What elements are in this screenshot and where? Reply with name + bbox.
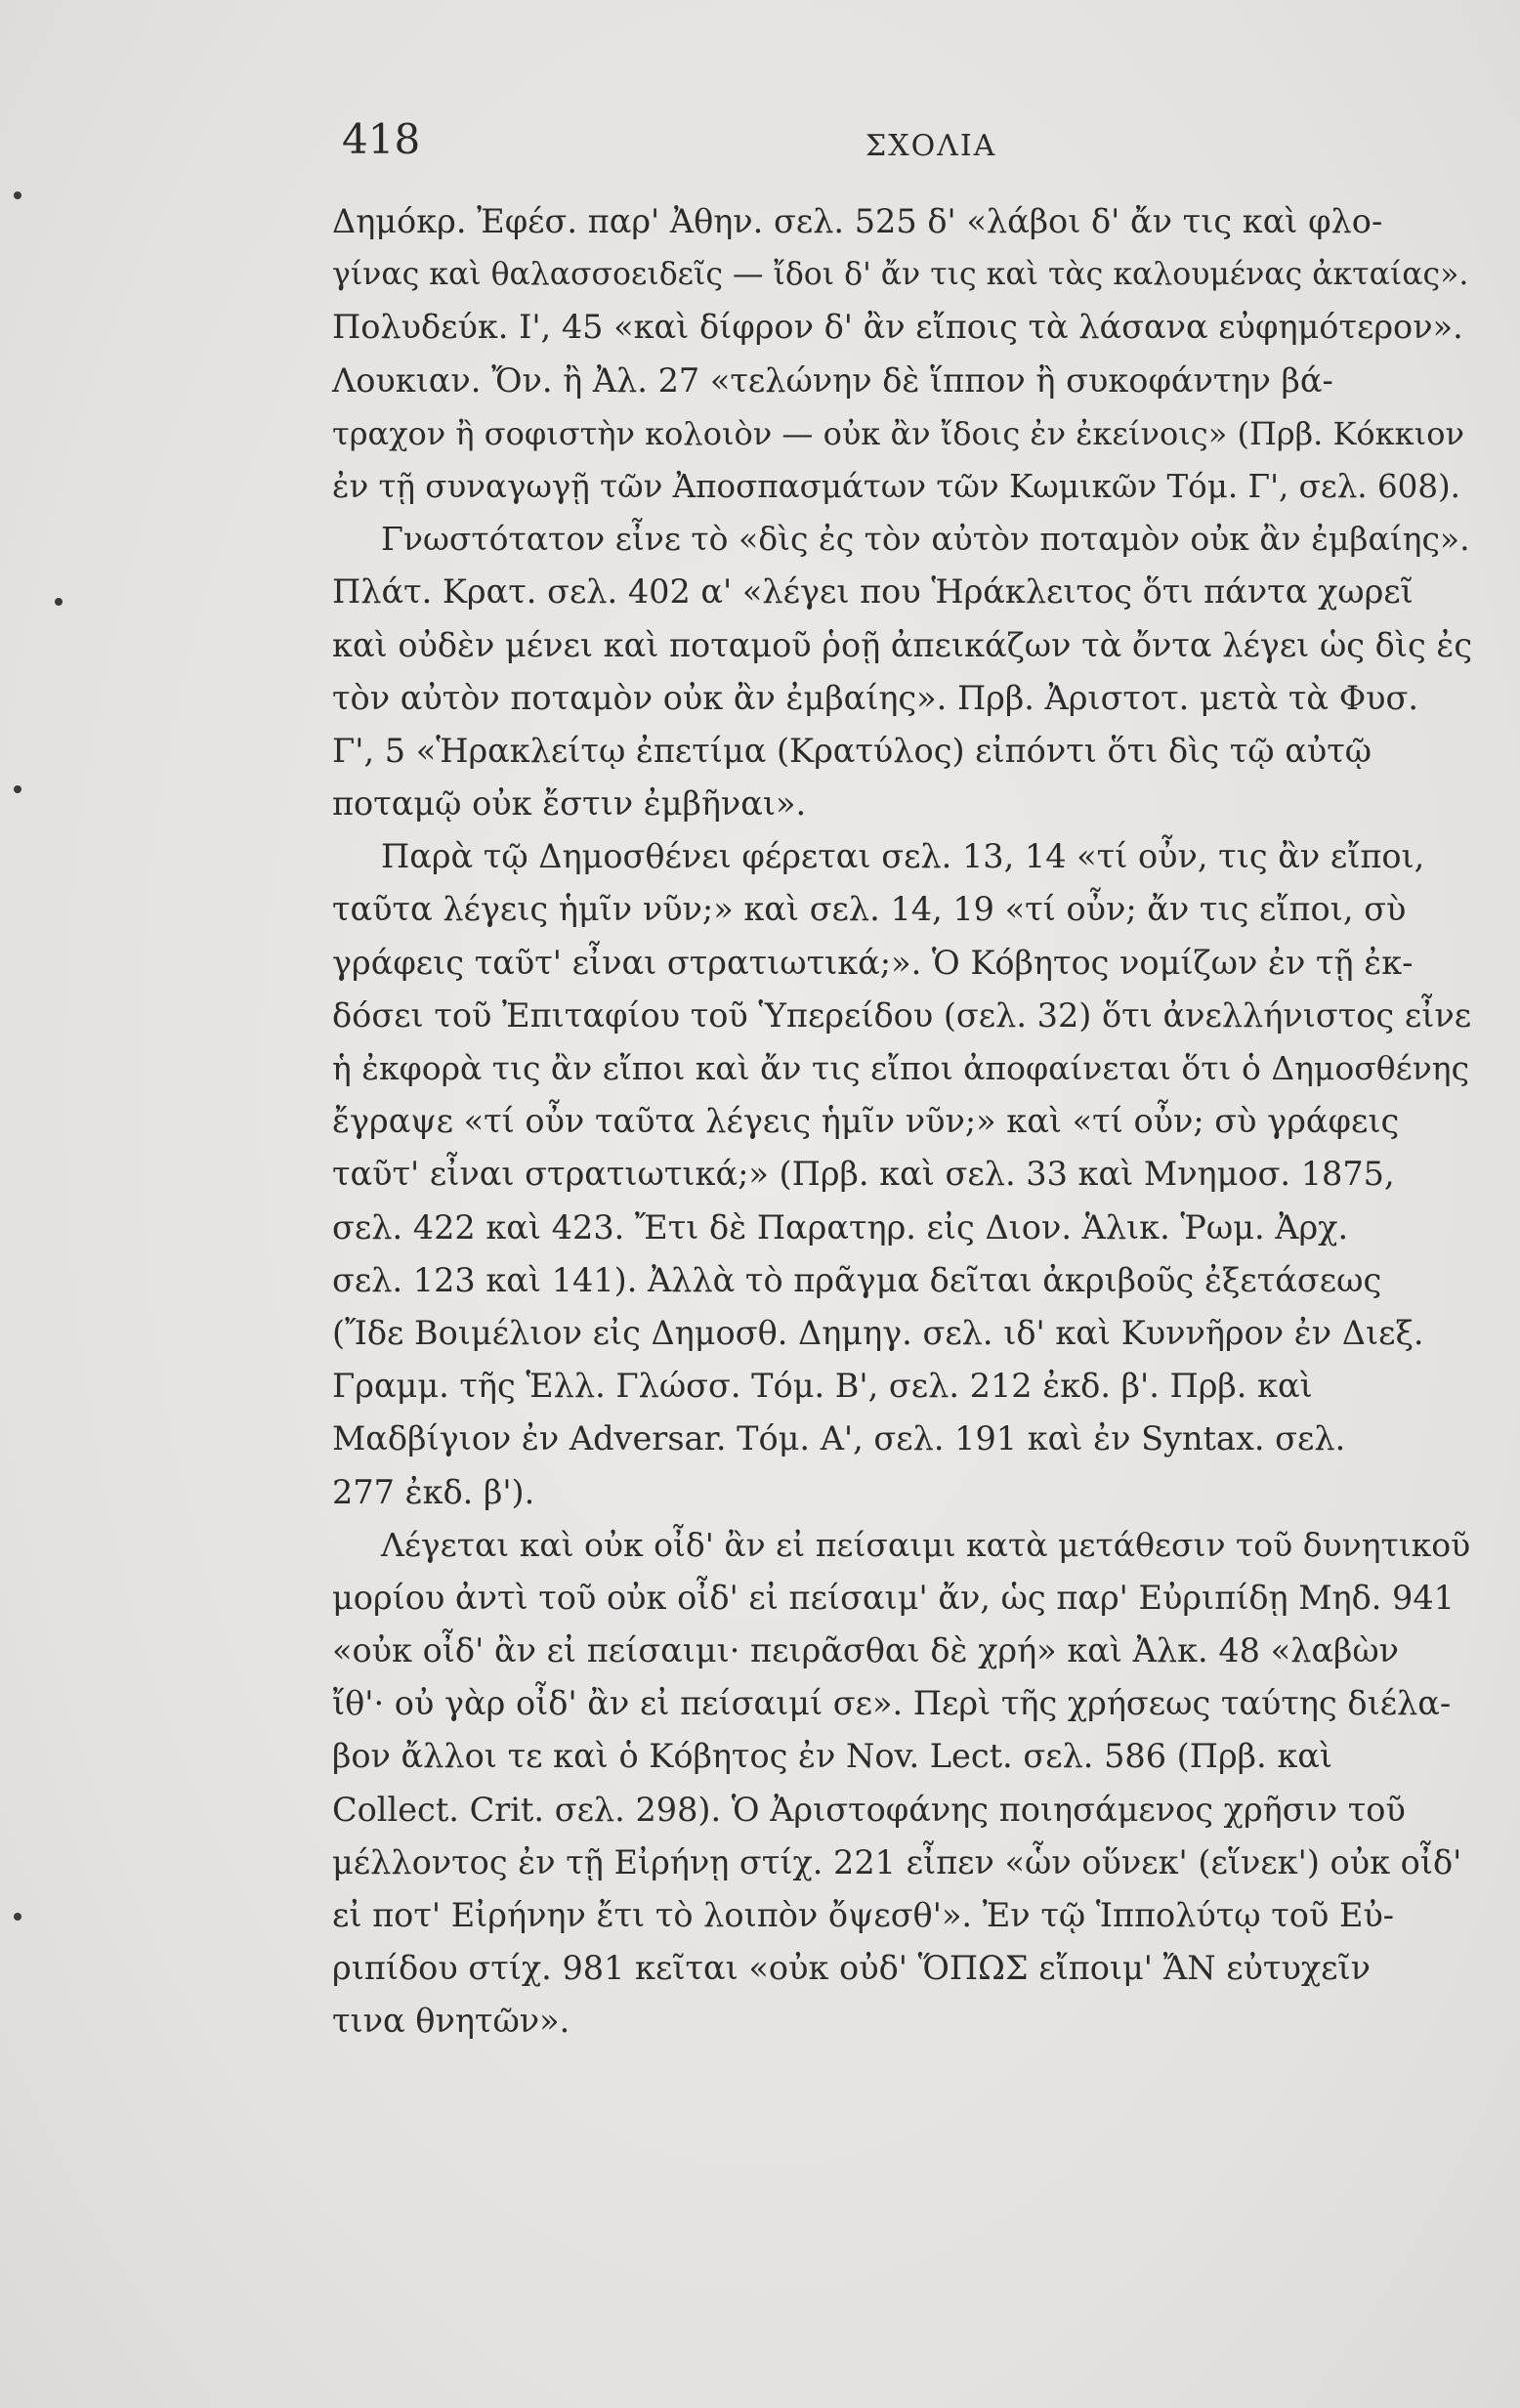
text-line: σελ. 123 καὶ 141). Ἀλλὰ τὸ πρᾶγμα δεῖται ἀκριβοῦς ἐξετάσεως <box>332 1260 1382 1299</box>
text-line: τινα θνητῶν». <box>332 2002 570 2041</box>
page-header <box>342 115 1465 174</box>
running-head: ΣΧΟΛΙΑ <box>866 129 997 163</box>
text-line: καὶ οὐδὲν μένει καὶ ποταμοῦ ῥοῇ ἀπεικάζων τὰ ὄντα λέγει ὡς δὶς ἐς <box>332 625 1473 664</box>
text-line: δόσει τοῦ Ἐπιταφίου τοῦ Ὑπερείδου (σελ. 32) ὅτι ἀνελλήνιστος εἶνε <box>332 995 1472 1035</box>
text-line: γίνας καὶ θαλασσοειδεῖς — ἴδοι δ' ἄν τις καὶ τὰς καλουμένας ἀκταίας». <box>332 257 1469 293</box>
text-line: Γνωστότατον εἶνε τὸ «δὶς ἐς τὸν αὐτὸν ποταμὸν οὐκ ἂν ἐμβαίης». <box>381 520 1470 559</box>
text-line: εἰ ποτ' Εἰρήνην ἔτι τὸ λοιπὸν ὄψεσθ'». Ἐν τῷ Ἱππολύτῳ τοῦ Εὐ- <box>332 1896 1395 1934</box>
text-line: Δημόκρ. Ἐφέσ. παρ' Ἀθην. σελ. 525 δ' «λάβοι δ' ἄν τις καὶ φλο- <box>332 202 1383 240</box>
margin-mark <box>14 785 21 793</box>
text-line: Μαδβίγιον ἐν Adversar. Τόμ. Α', σελ. 191 καὶ ἐν Syntax. σελ. <box>332 1419 1346 1458</box>
margin-mark <box>55 598 63 606</box>
text-line: τραχον ἢ σοφιστὴν κολοιὸν — οὐκ ἂν ἴδοις ἐν ἐκείνοις» (Πρβ. Κόκκιον <box>332 414 1464 452</box>
text-line: σελ. 422 καὶ 423. Ἔτι δὲ Παρατηρ. εἰς Διον. Ἁλικ. Ῥωμ. Ἀρχ. <box>332 1207 1349 1246</box>
text-line: ριπίδου στίχ. 981 κεῖται «οὐκ οὐδ' ὍΠΩΣ εἴποιμ' ἌΝ εὐτυχεῖν <box>332 1949 1371 1988</box>
margin-mark <box>14 1913 21 1921</box>
text-line: Collect. Crit. σελ. 298). Ὁ Ἀριστοφάνης ποιησάμενος χρῆσιν τοῦ <box>332 1790 1406 1829</box>
text-line: ἡ ἐκφορὰ τις ἂν εἴποι καὶ ἄν τις εἴποι ἀποφαίνεται ὅτι ὁ Δημοσθένης <box>332 1049 1470 1087</box>
page-number: 418 <box>342 115 421 163</box>
text-line: ταῦτ' εἶναι στρατιωτικά;» (Πρβ. καὶ σελ. 33 καὶ Μνημοσ. 1875, <box>332 1155 1395 1194</box>
text-line: (Ἴδε Βοιμέλιον εἰς Δημοσθ. Δημηγ. σελ. ιδ' καὶ Κυννῆρον ἐν Διεξ. <box>332 1313 1424 1352</box>
text-line: Γ', 5 «Ἡρακλείτῳ ἐπετίμα (Κρατύλος) εἰπόντι ὅτι δὶς τῷ αὐτῷ <box>332 731 1372 770</box>
text-line: ποταμῷ οὐκ ἔστιν ἐμβῆναι». <box>332 784 807 824</box>
text-line: μέλλοντος ἐν τῇ Εἰρήνῃ στίχ. 221 εἶπεν «ὧν οὕνεκ' (εἵνεκ') οὐκ οἶδ' <box>332 1842 1462 1881</box>
text-line: Παρὰ τῷ Δημοσθένει φέρεται σελ. 13, 14 «τί οὖν, τις ἂν εἴποι, <box>381 837 1425 876</box>
text-line: Πλάτ. Κρατ. σελ. 402 α' «λέγει που Ἡράκλειτος ὅτι πάντα χωρεῖ <box>332 572 1414 612</box>
text-line: Λουκιαν. Ὄν. ἢ Ἀλ. 27 «τελώνην δὲ ἵππον ἢ συκοφάντην βά- <box>332 360 1333 400</box>
text-line: ἔγραψε «τί οὖν ταῦτα λέγεις ἡμῖν νῦν;» καὶ «τί οὖν; σὺ γράφεις <box>332 1102 1400 1141</box>
text-line: Λέγεται καὶ οὐκ οἶδ' ἂν εἰ πείσαιμι κατὰ μετάθεσιν τοῦ δυνητικοῦ <box>381 1525 1471 1564</box>
text-line: ἴθ'· οὐ γὰρ οἶδ' ἂν εἰ πείσαιμί σε». Περὶ τῆς χρήσεως ταύτης διέλα- <box>332 1684 1452 1723</box>
text-line: γράφεις ταῦτ' εἶναι στρατιωτικά;». Ὁ Κόβητος νομίζων ἐν τῇ ἐκ- <box>332 943 1414 982</box>
text-line: 277 ἐκδ. β'). <box>332 1472 535 1511</box>
text-line: βον ἄλλοι τε καὶ ὁ Κόβητος ἐν Nov. Lect. σελ. 586 (Πρβ. καὶ <box>332 1737 1333 1776</box>
text-line: «οὐκ οἶδ' ἂν εἰ πείσαιμι· πειρᾶσθαι δὲ χρή» καὶ Ἀλκ. 48 «λαβὼν <box>332 1631 1400 1670</box>
margin-mark <box>14 191 21 199</box>
text-line: ταῦτα λέγεις ἡμῖν νῦν;» καὶ σελ. 14, 19 «τί οὖν; ἄν τις εἴποι, σὺ <box>332 890 1407 929</box>
body-text <box>332 195 1475 2049</box>
text-line: ἐν τῇ συναγωγῇ τῶν Ἀποσπασμάτων τῶν Κωμικῶν Τόμ. Γ', σελ. 608). <box>332 467 1461 505</box>
text-line: τὸν αὐτὸν ποταμὸν οὐκ ἂν ἐμβαίης». Πρβ. Ἀριστοτ. μετὰ τὰ Φυσ. <box>332 678 1419 717</box>
text-line: Πολυδεύκ. Ι', 45 «καὶ δίφρον δ' ἂν εἴποις τὰ λάσανα εὐφημότερον». <box>332 308 1463 347</box>
text-line: μορίου ἀντὶ τοῦ οὐκ οἶδ' εἰ πείσαιμ' ἄν, ὡς παρ' Εὐριπίδῃ Μηδ. 941 <box>332 1578 1455 1617</box>
text-line: Γραμμ. τῆς Ἑλλ. Γλώσσ. Τόμ. Β', σελ. 212 ἐκδ. β'. Πρβ. καὶ <box>332 1367 1313 1406</box>
